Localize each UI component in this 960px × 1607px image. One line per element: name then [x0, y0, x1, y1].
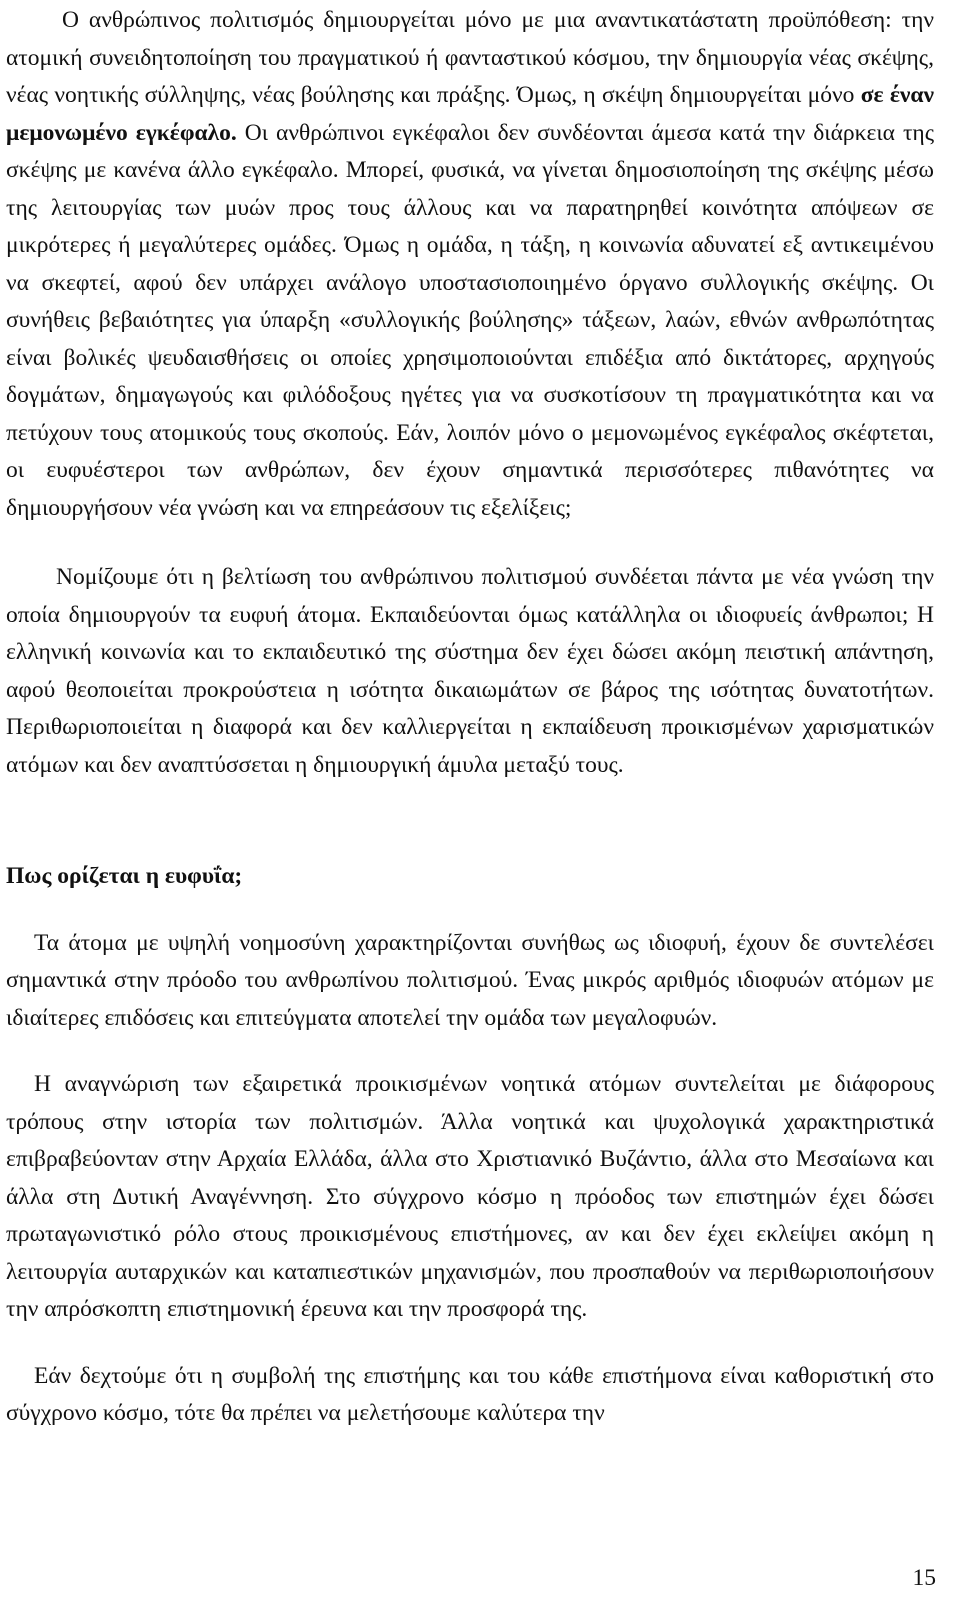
paragraph-1-bold-phrase: σε έναν μεμονωμένο εγκέφαλο.: [6, 82, 934, 146]
paragraph-5: Εάν δεχτούμε ότι η συμβολή της επιστήμης και του κάθε επιστήμονα είναι καθοριστική στο σύγχρονο κόσμο, τότε θα πρέπει να μελετήσουμε καλύτερα την: [6, 1362, 934, 1426]
section-heading: Πως ορίζεται η ευφυΐα;: [6, 863, 243, 889]
paragraph-4: Η αναγνώριση των εξαιρετικά προικισμένων νοητικά ατόμων συντελείται με διάφορους τρόπους στην ιστορία των πολιτισμών. Άλλα νοητικά και ψυχολογικά χαρακτηριστικά επιβραβεύονταν στην Αρχαία Ελλάδα, άλλα στο Χριστιανικό Βυζάντιο, άλλα στο Μεσαίωνα και άλλα στη Δυτική Αναγέννηση. Στο σύγχρονο κόσμο η πρόοδος των επιστημών έχει δώσει πρωταγωνιστικό ρόλο στους προικισμένους επιστήμονες, αν και δεν έχει εκλείψει ακόμη η λειτουργία αυταρχικών και καταπιεστικών μηχανισμών, που προσπαθούν να περιθωριοποιήσουν την απρόσκοπτη επιστημονική έρευνα και την προσφορά της.: [6, 1071, 934, 1322]
paragraph-1-text-end: Οι ανθρώπινοι εγκέφαλοι δεν συνδέονται άμεσα κατά την διάρκεια της σκέψης με κανένα άλλο εγκέφαλο. Μπορεί, φυσικά, να γίνεται δημοσιοποίηση της σκέψης μέσω της λειτουργίας των μυών προς τους άλλους και να παρατηρηθεί κοινότητα απόψεων σε μικρότερες ή μεγαλύτερες ομάδες. Όμως η ομάδα, η τάξη, η κοινωνία αδυνατεί εξ αντικειμένου να σκεφτεί, αφού δεν υπάρχει ανάλογο υποστασιοποιημένο όργανο συλλογικής σκέψης. Οι συνήθεις βεβαιότητες για ύπαρξη «συλλογικής βούλησης» τάξεων, λαών, εθνών ανθρωπότητας είναι βολικές ψευδαισθήσεις οι οποίες χρησιμοποιούνται επιδέξια από δικτάτορες, αρχηγούς δογμάτων, δημαγωγούς και φιλόδοξους ηγέτες για να συσκοτίσουν τη πραγματικότητα και να πετύχουν τους ατομικούς τους σκοπούς. Εάν, λοιπόν μόνο ο μεμονωμένος εγκέφαλος σκέφτεται, οι ευφυέστεροι των ανθρώπων, δεν έχουν σημαντικά περισσότερες πιθανότητες να δημιουργήσουν νέα γνώση και να επηρεάσουν τις εξελίξεις;: [6, 119, 934, 521]
paragraph-2: Νομίζουμε ότι η βελτίωση του ανθρώπινου πολιτισμού συνδέεται πάντα με νέα γνώση την οποία δημιουργούν τα ευφυή άτομα. Εκπαιδεύονται όμως κατάλληλα οι ιδιοφυείς άνθρωποι; Η ελληνική κοινωνία και το εκπαιδευτικό της σύστημα δεν έχει δώσει ακόμη πειστική απάντηση, αφού θεοποιείται προκρούστεια η ισότητα δικαιωμάτων σε βάρος της ισότητας δυνατοτήτων. Περιθωριοποιείται η διαφορά και δεν καλλιεργείται η εκπαίδευση προικισμένων χαρισματικών ατόμων και δεν αναπτύσσεται η δημιουργική άμυλα μεταξύ τους.: [6, 564, 934, 778]
document-page: [6, 0, 934, 1433]
paragraph-3: Τα άτομα με υψηλή νοημοσύνη χαρακτηρίζονται συνήθως ως ιδιοφυή, έχουν δε συντελέσει σημαντικά στην πρόοδο του ανθρωπίνου πολιτισμού. Ένας μικρός αριθμός ιδιοφυών ατόμων με ιδιαίτερες επιδόσεις και επιτεύγματα αποτελεί την ομάδα των μεγαλοφυών.: [6, 929, 934, 1031]
page-number: 15: [912, 1565, 936, 1591]
paragraph-1-text-start: Ο ανθρώπινος πολιτισμός δημιουργείται μόνο με μια αναντικατάστατη προϋπόθεση: την ατομική συνειδητοποίηση του πραγματικού ή φανταστικού κόσμου, την δημιουργία νέας σκέψης, νέας νοητικής σύλληψης, νέας βούλησης και πράξης. Όμως, η σκέψη δημιουργείται μόνο: [6, 7, 934, 108]
paragraph-1: [6, 0, 934, 527]
